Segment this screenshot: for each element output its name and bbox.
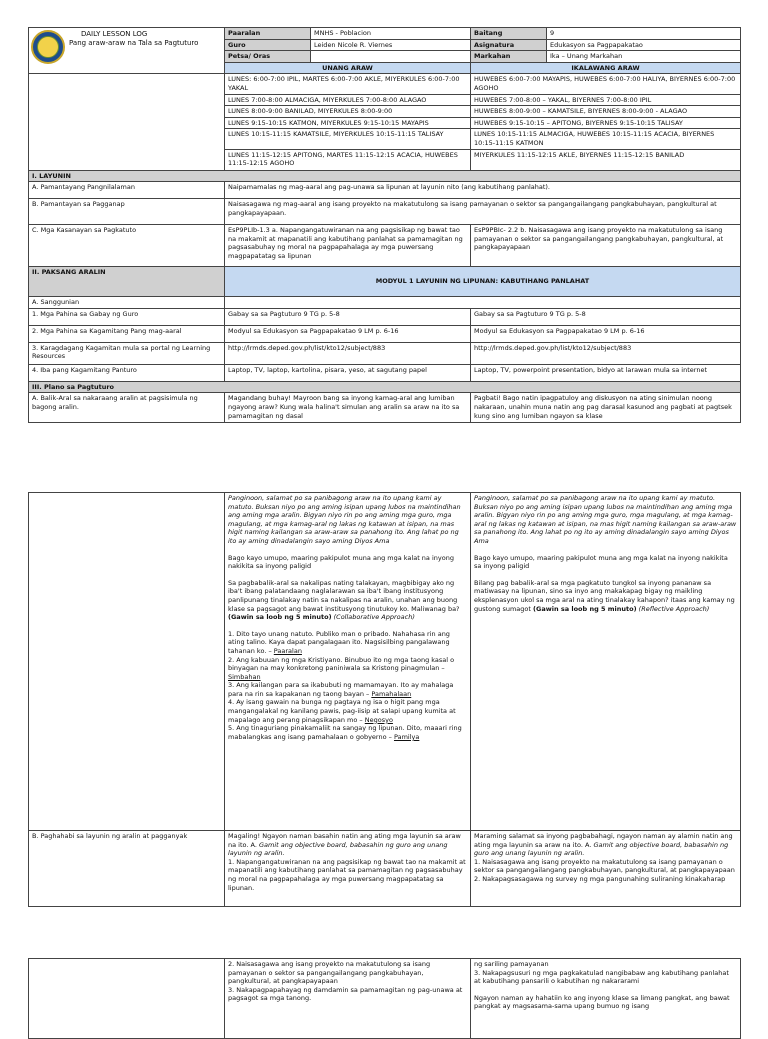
schedule-day1: LUNES: 6:00-7:00 IPIL, MARTES 6:00-7:00 AKLE, MIYERKULES 6:00-7:00 YAKAL (225, 74, 471, 94)
schedule-day2: LUNES 10:15-11:15 ALMACIGA, HUWEBES 10:15-11:15 ACACIA, BIYERNES 10:15-11:15 KATMON (471, 129, 741, 149)
group-instruction: Ngayon naman ay hahatiin ko ang inyong klase sa limang pangkat, ang bawat pangkat ay magsasama-sama upang bumuo ng isang (474, 993, 730, 1011)
sanggunian-3-day1[interactable]: http://lrmds.deped.gov.ph/list/kto12/subject/883 (225, 342, 471, 364)
schedule-day2: HUWEBES 6:00-7:00 MAYAPIS, HUWEBES 6:00-7:00 HALIYA, BIYERNES 6:00-7:00 AGOHO (471, 74, 741, 94)
pulot-day2: Bago kayo umupo, maaring pakipulot muna ang mga kalat na inyong nakikita sa inyong paligid (474, 553, 728, 571)
baitang-label: Baitang (471, 28, 547, 40)
schedule-day1: LUNES 11:15-12:15 APITONG, MARTES 11:15-12:15 ACACIA, HUWEBES 11:15-12:15 AGOHO (225, 149, 471, 170)
sanggunian-4-label: 4. Iba pang Kagamitang Panturo (29, 364, 225, 381)
gawin-day1: (Gawin sa loob ng 5 minuto) (228, 613, 332, 622)
paghahabi-day1 (225, 831, 471, 907)
lesson-log-page-1 (28, 27, 740, 423)
review-day1: Sa pagbabalik-aral sa nakalipas nating talakayan, magbibigay ako ng iba't ibang palatandaang naglalarawan sa iba't ibang institusyong panlipunang tinalakay natin sa nakalipas na aralin, unahan ang buong klase sa pagsagot ang bawat institusyong tinutukoy ko. Maliwanag ba? (228, 578, 460, 613)
approach-day1: (Collaborative Approach) (333, 613, 415, 622)
sanggunian-empty (225, 297, 741, 309)
balik-aral-label-continued (29, 493, 225, 831)
objective-item: 2. Naisasagawa ang isang proyekto na makatutulong sa isang pamayanan o sektor sa pangangailangang pangkabuhayan, pangkultural, at pangkapayapaan (228, 960, 431, 986)
sanggunian-3-label: 3. Karagdagang Kagamitan mula sa portal ng Learning Resources (29, 342, 225, 364)
paghahabi-day1-instruction: Gamit ang objective board, babasahin ng guro ang unang layunin ng aralin. (228, 840, 448, 858)
layunin-a-label: A. Pamantayang Pangnilalaman (29, 182, 225, 199)
header-title-cell (29, 28, 225, 74)
asignatura-value: Edukasyon sa Pagpapakatao (547, 39, 741, 51)
quiz-answer: Pamilya (393, 732, 420, 741)
objective-item: 3. Nakapagsusuri ng mga pagkakatulad nangibabaw ang kabutihang panlahat at kabutihang pansarili o kabutihan ng nakararami (474, 968, 729, 986)
sanggunian-1-day2: Gabay sa sa Pagtuturo 9 TG p. 5-8 (471, 308, 741, 325)
sanggunian-label: A. Sanggunian (29, 297, 225, 309)
layunin-heading: I. LAYUNIN (29, 170, 741, 182)
gawin-day2: (Gawin sa loob ng 5 minuto) (533, 604, 637, 613)
layunin-b-text: Naisasagawa ng mag-aaral ang isang proyekto na makatutulong sa isang pamayanan o sektor sa pangangailangang pangkabuhayan, pangkultural at pangkapayapaan. (225, 199, 741, 225)
balik-aral-label: A. Balik-Aral sa nakaraang aralin at pagsisimula ng bagong aralin. (29, 393, 225, 423)
paghahabi-day2 (471, 831, 741, 907)
paksang-aralin-heading: II. PAKSANG ARALIN (29, 267, 225, 297)
paghahabi-day2-item: 1. Naisasagawa ang isang proyekto na makatutulong sa isang pamayanan o sektor sa pangangailangang pangkabuhayan, pangkultural, at pangkapayapaan (474, 857, 735, 875)
layunin-c-day1: EsP9PLIb-1.3 a. Napangangatuwiranan na ang pagsisikap ng bawat tao na makamit at mapanatili ang kabutihang panlahat sa pamamagitan ng pagsasabuhay ng moral na pagpapahalaga ay mga puwersang magpapatatag sa lipunan (225, 225, 471, 267)
guro-value: Leiden Nicole R. Viernes (311, 39, 471, 51)
petsa-label: Petsa/ Oras (225, 51, 311, 63)
header-subtitle: Pang araw-araw na Tala sa Pagtuturo (69, 39, 199, 47)
paghahabi-day2-item: 2. Nakapagsasagawa ng survey ng mga pangunahing suliraning kinakaharap (474, 874, 726, 883)
layunin-b-label: B. Pamantayan sa Pagganap (29, 199, 225, 225)
asignatura-label: Asignatura (471, 39, 547, 51)
layunin-c-label: C. Mga Kasanayan sa Pagkatuto (29, 225, 225, 267)
paghahabi-day1-continued (225, 959, 471, 1039)
paghahabi-day1-item: 1. Napangangatuwiranan na ang pagsisikap ng bawat tao na makamit at mapanatili ang kabutihang panlahat sa pamamagitan ng pagsasabuhay ng moral na pagpapahalaga ay mga puwersang magpapatatag sa lipunan. (228, 857, 466, 892)
quiz-item: 3. Ang kailangan para sa ikabubuti ng mamamayan. Ito ay mahalaga para na rin sa kapakanan ng taong bayan – Pamahalaan (228, 681, 454, 698)
plano-heading: III. Plano sa Pagtuturo (29, 381, 741, 393)
quiz-item: 4. Ay isang gawain na bunga ng pagtaya ng isa o higit pang mga mangangalakal ng kanilang pawis, pag-iisip at salapi upang kumita at mapalago ang perang pinagsikapan mo – Negosyo (228, 698, 456, 724)
sanggunian-2-day1: Modyul sa Edukasyon sa Pagpapakatao 9 LM p. 6-16 (225, 325, 471, 342)
schedule-day2: MIYERKULES 11:15-12:15 AKLE, BIYERNES 11:15-12:15 BANILAD (471, 149, 741, 170)
balik-aral-day1: Magandang buhay! Mayroon bang sa inyong kamag-aral ang lumiban ngayong araw? Kung wala halina't simulan ang aralin sa araw na ito sa pamamagitan ng dasal (225, 393, 471, 423)
lesson-log-page-3 (28, 958, 740, 1039)
paghahabi-day2-intro: Maraming salamat sa inyong pagbabahagi, ngayon naman ay alamin natin ang ating mga layunin sa araw na ito. A. (474, 832, 733, 849)
balik-aral-day2: Pagbati! Bago natin ipagpatuloy ang diskusyon na ating sinimulan noong nakaraan, unahin muna natin ang pag darasal kasunod ang pagbati at pagtsek kung sino ang lumiban ngayon sa klase (471, 393, 741, 423)
objective-item: ng sariling pamayanan (474, 960, 549, 968)
lesson-log-table (28, 27, 741, 423)
sanggunian-1-label: 1. Mga Pahina sa Gabay ng Guro (29, 308, 225, 325)
balik-aral-day2-continued (471, 493, 741, 831)
sanggunian-3-day2[interactable]: http://lrmds.deped.gov.ph/list/kto12/subject/883 (471, 342, 741, 364)
day1-header: UNANG ARAW (225, 62, 471, 74)
day2-header: IKALAWANG ARAW (471, 62, 741, 74)
paghahabi-label: B. Paghahabi sa layunin ng aralin at pagganyak (29, 831, 225, 907)
lesson-log-page-2 (28, 492, 740, 907)
sanggunian-2-label: 2. Mga Pahina sa Kagamitang Pang mag-aaral (29, 325, 225, 342)
schedule-day1: LUNES 9:15-10:15 KATMON, MIYERKULES 9:15-10:15 MAYAPIS (225, 117, 471, 129)
paghahabi-label-continued (29, 959, 225, 1039)
sanggunian-4-day1: Laptop, TV, laptop, kartolina, pisara, yeso, at sagutang papel (225, 364, 471, 381)
paghahabi-day2-instruction: Gamit ang objective board, babasahin ng guro ang unang layunin ng aralin. (474, 840, 729, 858)
review-day2: Bilang pag babalik-aral sa mga pagkatuto tungkol sa inyong pananaw sa matiwasay na lipunan, sino sa inyo ang makakapag bigay ng maikling eksplenasyon ukol sa mga aral na ating tinalakay kahapon? itaas ang kamay ng gustong sumagot (474, 578, 735, 613)
sanggunian-4-day2: Laptop, TV, powerpoint presentation, bidyo at larawan mula sa internet (471, 364, 741, 381)
deped-seal-icon (31, 30, 65, 64)
quiz-answer: Simbahan (228, 672, 261, 681)
paaralan-value: MNHS - Poblacion (311, 28, 471, 40)
schedule-label-cell (29, 74, 225, 170)
quiz-item: 2. Ang kabuuan ng mga Kristiyano. Binubuo ito ng mga taong kasal o binyagan na may konkretong paniniwala sa Kristong pinagmulan – Simbahan (228, 655, 455, 681)
markahan-value: Ika – Unang Markahan (547, 51, 741, 63)
paghahabi-day1-intro: Magaling! Ngayon naman basahin natin ang ating mga layunin sa araw na ito. A. (228, 832, 461, 849)
paaralan-label: Paaralan (225, 28, 311, 40)
quiz-answer: Negosyo (364, 715, 393, 724)
schedule-day2: HUWEBES 9:15-10:15 – APITONG, BIYERNES 9:15-10:15 TALISAY (471, 117, 741, 129)
quiz-answer: Paaralan (273, 646, 302, 655)
objective-item: 3. Nakapagpapahayag ng damdamin sa pamamagitan ng pag-unawa at pagsagot sa mga tanong. (228, 985, 463, 1003)
markahan-label: Markahan (471, 51, 547, 63)
prayer-day2: Panginoon, salamat po sa panibagong araw na ito upang kami ay matuto. Buksan niyo po ang aming isipan upang lubos na maintindihan ang aming mga aralin. Bigyan niyo rin po ang aming mga guro, mga magulang, at mga kamag-aral ng lakas ng katawan at isipan, na mas higit naming kailangan sa araw-araw sa panahong ito. Ang lahat po ng ito ay aming dinadalangin sayo aming Diyos Ama (474, 494, 737, 545)
sanggunian-1-day1: Gabay sa sa Pagtuturo 9 TG p. 5-8 (225, 308, 471, 325)
quiz-item: 1. Dito tayo unang natuto. Publiko man o pribado. Nahahasa rin ang ating talino. Kaya dapat pangalagaan ito. Nagsisilbing pangalawang tahanan ko. – Paaralan (228, 629, 450, 655)
schedule-day2: HUWEBES 8:00-9:00 – KAMATSILE, BIYERNES 8:00-9:00 - ALAGAO (471, 106, 741, 118)
lesson-log-table-page3 (28, 958, 741, 1039)
schedule-day2: HUWEBES 7:00-8:00 – YAKAL, BIYERNES 7:00-8:00 IPIL (471, 94, 741, 106)
sanggunian-2-day2: Modyul sa Edukasyon sa Pagpapakatao 9 LM p. 6-16 (471, 325, 741, 342)
approach-day2: (Reflective Approach) (638, 604, 710, 613)
schedule-day1: LUNES 8:00-9:00 BANILAD, MIYERKULES 8:00-9:00 (225, 106, 471, 118)
modyul-title: MODYUL 1 LAYUNIN NG LIPUNAN: KABUTIHANG PANLAHAT (225, 267, 741, 297)
prayer-day1: Panginoon, salamat po sa panibagong araw na ito upang kami ay matuto. Buksan niyo po ang aming isipan upang lubos na maintindihan ang aming mga aralin. Bigyan niyo rin po ang aming mga guro, mga magulang, at mga kamag-aral ng lakas ng katawan at isipan, na mas higit naming kailangan sa araw-araw sa panahong ito. Ang lahat po ng ito ay aming dinadalangin sayo aming Diyos Ama (228, 494, 461, 545)
balik-aral-day1-continued (225, 493, 471, 831)
quiz-answer: Pamahalaan (371, 689, 412, 698)
baitang-value: 9 (547, 28, 741, 40)
layunin-c-day2: EsP9PBIc- 2.2 b. Naisasagawa ang isang proyekto na makatutulong sa isang pamayanan o sektor sa pangangailangang pangkabuhayan, pangkultural, at pangkapayapaan (471, 225, 741, 267)
header-title: DAILY LESSON LOG (81, 30, 148, 38)
pulot-day1: Bago kayo umupo, maaring pakipulot muna ang mga kalat na inyong nakikita sa inyong paligid (228, 553, 454, 571)
guro-label: Guro (225, 39, 311, 51)
petsa-value (311, 51, 471, 63)
quiz-item: 5. Ang tinaguriang pinakamaliit na sangay ng lipunan. Dito, maaari ring mabalangkas ang isang pamahalaan o gobyerno – Pamilya (228, 724, 462, 741)
layunin-a-text: Naipamamalas ng mag-aaral ang pag-unawa sa lipunan at layunin nito (ang kabutihang panlahat). (225, 182, 741, 199)
paghahabi-day2-continued (471, 959, 741, 1039)
schedule-day1: LUNES 7:00-8:00 ALMACIGA, MIYERKULES 7:00-8:00 ALAGAO (225, 94, 471, 106)
schedule-day1: LUNES 10:15-11:15 KAMATSILE, MIYERKULES 10:15-11:15 TALISAY (225, 129, 471, 149)
lesson-log-table-continued (28, 492, 741, 907)
